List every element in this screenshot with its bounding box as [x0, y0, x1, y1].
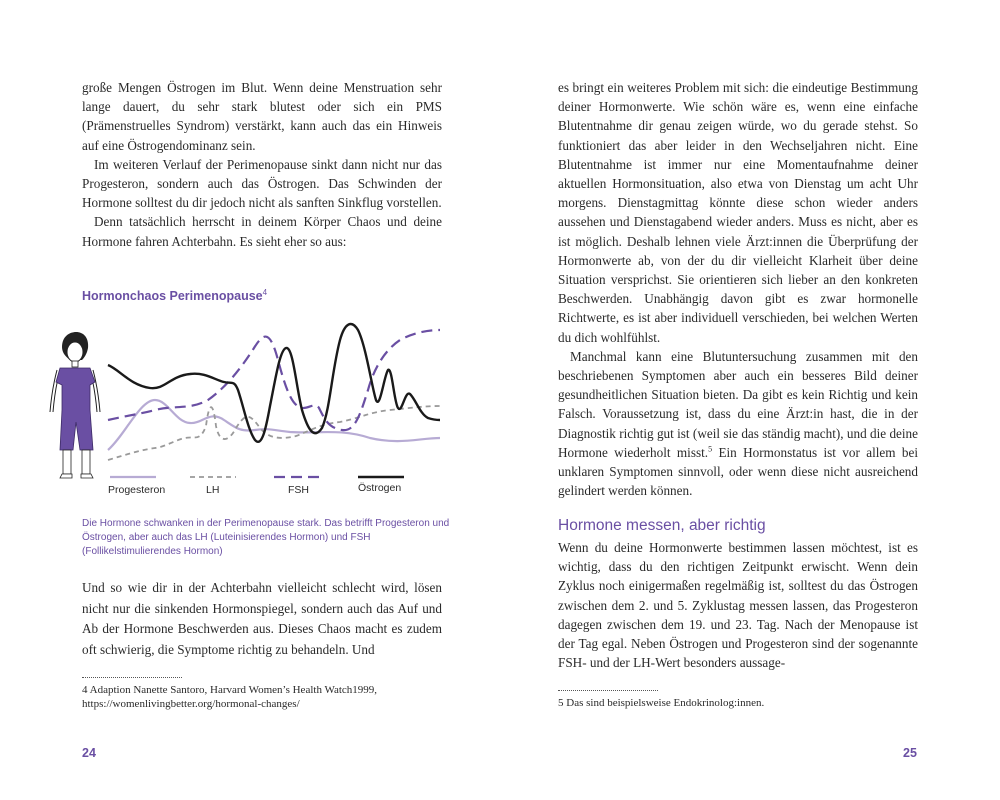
- figure-title-text: Hormonchaos Perimenopause: [82, 289, 263, 304]
- section-heading: Hormone messen, aber richtig: [558, 517, 766, 534]
- paragraph: große Mengen Östrogen im Blut. Wenn deine Menstruation sehr lange dauert, du sehr stark blutest oder sich ein PMS (Prämenstruelles Syndrom) verstärkt, kann auch das ein Hinweis auf eine Östrogendominanz sein.: [82, 80, 442, 153]
- footnote-url: https://womenlivingbetter.org/hormonal-changes/: [82, 698, 300, 710]
- legend-label-fsh: FSH: [288, 484, 309, 496]
- paragraph: Und so wie dir in der Achterbahn vielleicht schlecht wird, lösen nicht nur die sinkenden Hormonspiegel, sondern auch das Auf und Ab der Hormone Beschwerden aus. Dieses Chaos macht es zudem oft schwierig, die Symptome richtig zu behandeln. Und: [82, 580, 442, 657]
- woman-illustration: [50, 332, 100, 478]
- paragraph-text: Ein Hormonstatus ist vor allem bei unklaren Symptomen sinnvoll, oder wenn diese nicht ausreichend gelindert werden können.: [558, 444, 918, 499]
- footnote: 5 Das sind beispielsweise Endokrinolog:innen.: [558, 697, 765, 709]
- right-section-text: [558, 538, 918, 672]
- legend-label-lh: LH: [206, 484, 220, 496]
- footnote-divider: [82, 677, 182, 678]
- legend-label-oestrogen: Östrogen: [358, 482, 402, 494]
- footnote: [82, 683, 462, 711]
- paragraph: Im weiteren Verlauf der Perimenopause sinkt dann nicht nur das Progesteron, sondern auch das Östrogen. Das Schwinden der Hormone solltest du dir jedoch nicht als sanften Sinkflug vorstellen.: [82, 156, 442, 211]
- paragraph: [558, 347, 918, 501]
- legend-label-progesteron: Progesteron: [108, 484, 166, 496]
- page-number: 24: [82, 746, 96, 760]
- paragraph: es bringt ein weiteres Problem mit sich: die eindeutige Bestimmung deiner Hormonwerte. Wie schön wäre es, wenn eine einfache Blutentnahme dir genau zeigen würde, wo du gerade stehst. So funktioniert das aber leider in den Wechseljahren nicht. Eine Blutentnahme ist immer nur eine Momentaufnahme deiner aktuellen Hormonsituation, also etwa von Dienstag um acht Uhr morgens. Dienstagmittag könnte diese schon wieder anders aussehen und Dienstagabend wieder anders. Muss es nicht, aber es ist möglich. Deshalb lehnen viele Ärzt:innen die Überprüfung der Hormonwerte ab, von der du dir vielleicht Klarheit über deine Situation versprichst. Sie orientieren sich lieber an den konkreten Beschwerden. Unabhängig davon gibt es zwar hormonelle Richtwerte, es ist aber individuell verschieden, bei welchen Werten du dich wohlfühlst.: [558, 80, 918, 345]
- figure-caption: Die Hormone schwanken in der Perimenopause stark. Das betrifft Progesteron und Östrogen, aber auch das LH (Luteinisierendes Hormon) und FSH (Follikelstimulierendes Hormon): [82, 518, 450, 557]
- hormone-chart-svg: [40, 310, 460, 510]
- footnote-line: 4 Adaption Nanette Santoro, Harvard Women’s Health Watch1999,: [82, 684, 378, 696]
- left-body-text-bottom: [82, 578, 442, 660]
- left-body-text: [82, 78, 442, 251]
- footnote-ref: 5: [708, 444, 713, 454]
- paragraph: Wenn du deine Hormonwerte bestimmen lassen möchtest, ist es wichtig, dass du den richtigen Zeitpunkt erwischt. Wenn dein Zyklus noch einigermaßen regelmäßig ist, solltest du das Östrogen zwischen dem 2. und 5. Zyklustag messen lassen, das Progesteron dagegen zwischen dem 19. und 23. Tag. Nach der Menopause ist der Tag egal. Neben Östrogen und Progesteron sind der sogenannte FSH- und der LH-Wert besonders aussage-: [558, 540, 918, 671]
- oestrogen-line: [108, 324, 440, 442]
- page-number: 25: [903, 746, 917, 760]
- footnote-divider: [558, 690, 658, 691]
- chart-legend: [108, 477, 404, 496]
- hormone-chart: [40, 310, 460, 510]
- paragraph: Denn tatsächlich herrscht in deinem Körper Chaos und deine Hormone fahren Achterbahn. Es sieht eher so aus:: [82, 214, 442, 249]
- paragraph-text: Manchmal kann eine Blutuntersuchung zusammen mit den beschriebenen Symptomen aber auch ein besseres Bild deiner gesundheitlichen Situation bieten. Da gibt es kein Richtig und kein Falsch. Voraussetzung ist, dass du eine Ärzt:in hast, die in der Diagnostik richtig gut ist (weil sie das ständig macht), und die deine Hormone wiederholt misst.: [558, 348, 918, 460]
- figure-title-ref: 4: [262, 288, 268, 297]
- right-body-text: [558, 78, 918, 500]
- figure-title: [82, 288, 267, 303]
- progesteron-line: [108, 400, 440, 450]
- lh-line: [108, 406, 440, 460]
